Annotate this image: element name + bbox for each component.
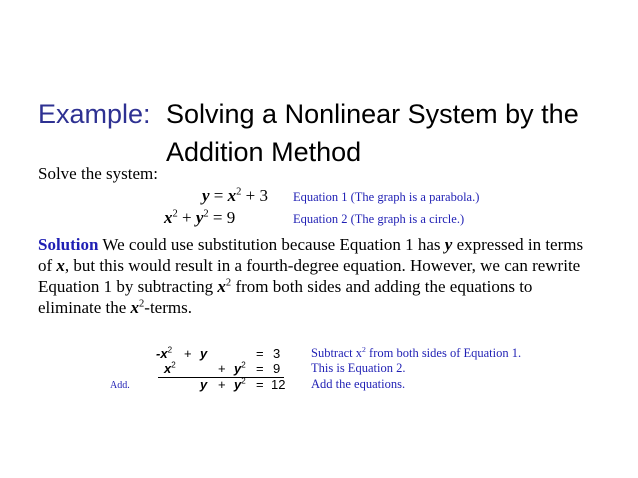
equation-1-note: Equation 1 (The graph is a parabola.) [293, 190, 480, 204]
solution-label: Solution [38, 235, 99, 254]
solution-paragraph: Solution We could use substitution because Equation 1 has y expressed in terms of x, but this would result in a fourth-degree equation. However, we can rewrite Equation 1 by subtracting $x^2$ from both sides and adding the equations to eliminate the $x^2$-terms. [38, 235, 584, 317]
work-row-1: $-x^2$ + y = 3 Subtract $x^2$ from both sides of Equation 1. [156, 344, 522, 361]
work-row-2: $x^2$ + $y^2$ = 9 This is Equation 2. [164, 360, 406, 376]
title-line-1: Solving a Nonlinear System by the [166, 99, 579, 129]
intro-text: Solve the system: [38, 164, 158, 183]
equation-1: $y = x^2 + 3$ [202, 186, 268, 205]
equation-2-note: Equation 2 (The graph is a circle.) [293, 212, 465, 226]
work-row-3: Add. y + $y^2$ = 12 Add the equations. [110, 376, 406, 392]
equation-2: $x^2 + y^2 = 9$ [164, 208, 236, 227]
title-line-2: Addition Method [166, 137, 362, 167]
add-label: Add. [110, 380, 130, 391]
title-label: Example: [38, 99, 151, 129]
